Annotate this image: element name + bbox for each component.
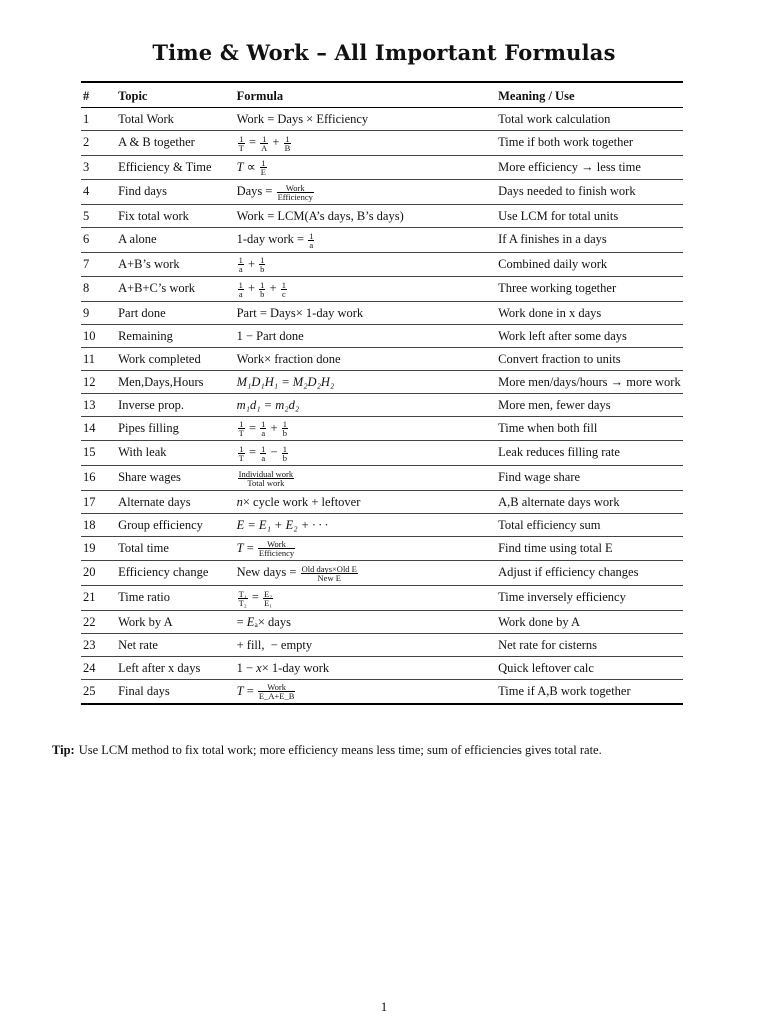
table-row xyxy=(81,633,683,656)
row-number: 16 xyxy=(81,466,116,491)
math-symbol: T xyxy=(236,683,244,698)
row-topic: Work completed xyxy=(116,347,235,370)
table-header xyxy=(81,82,683,108)
tip-label: Tip: xyxy=(52,743,75,757)
fraction-denominator: T xyxy=(238,142,244,153)
table-row xyxy=(81,227,683,252)
fraction-denominator: b xyxy=(260,288,265,299)
row-formula xyxy=(235,656,497,679)
row-topic: Remaining xyxy=(116,324,235,347)
fraction-numerator: 1 xyxy=(261,158,266,169)
row-topic: A alone xyxy=(116,227,235,252)
row-topic: Fix total work xyxy=(116,204,235,227)
tip-text: Use LCM method to fix total work; more efficiency means less time; sum of efficiencies gives total rate. xyxy=(78,743,602,757)
table-row xyxy=(81,656,683,679)
row-number: 10 xyxy=(81,324,116,347)
row-formula xyxy=(235,466,497,491)
fraction-denominator: a xyxy=(238,288,243,299)
formula-text: ∝ xyxy=(243,159,259,174)
table-body xyxy=(81,108,683,705)
fraction-numerator: 1 xyxy=(261,444,266,454)
row-topic: A+B’s work xyxy=(116,252,235,277)
row-formula xyxy=(235,347,497,370)
row-formula xyxy=(235,370,497,393)
row-number: 14 xyxy=(81,416,116,441)
math-symbol: E xyxy=(246,614,255,629)
fraction xyxy=(301,565,358,582)
formula-text: 1-day work = xyxy=(236,231,308,246)
row-meaning: Find wage share xyxy=(496,466,683,491)
row-topic: Final days xyxy=(116,679,235,704)
math-symbol: x xyxy=(256,660,262,675)
fraction-denominator: T xyxy=(238,428,244,439)
header-row xyxy=(81,82,683,108)
table-row xyxy=(81,416,683,441)
row-meaning: Time inversely efficiency xyxy=(496,585,683,610)
fraction-numerator: Work xyxy=(258,683,296,692)
row-formula xyxy=(235,416,497,441)
row-number: 21 xyxy=(81,585,116,610)
formula-text: 1 − xyxy=(236,660,257,675)
fraction-numerator: Individual work xyxy=(238,468,294,479)
row-meaning: Combined daily work xyxy=(496,252,683,277)
row-topic: Efficiency & Time xyxy=(116,155,235,180)
row-topic: Pipes filling xyxy=(116,416,235,441)
row-formula xyxy=(235,324,497,347)
table-row xyxy=(81,466,683,491)
row-formula xyxy=(235,393,497,416)
fraction-denominator: T xyxy=(238,453,244,463)
fraction-denominator: Efficiency xyxy=(258,548,295,559)
row-number: 24 xyxy=(81,656,116,679)
formula-text: = xyxy=(245,445,260,460)
fraction-denominator: b xyxy=(282,428,287,439)
fraction xyxy=(260,420,266,437)
fraction-numerator: Work xyxy=(277,184,314,193)
table-row xyxy=(81,252,683,277)
fraction-numerator: 1 xyxy=(282,419,287,430)
row-topic: Net rate xyxy=(116,633,235,656)
row-formula xyxy=(235,277,497,302)
fraction-numerator: 1 xyxy=(238,255,243,266)
fraction-numerator: 1 xyxy=(262,133,267,144)
fraction-numerator: 1 xyxy=(238,279,243,290)
fraction xyxy=(258,683,296,700)
row-number: 15 xyxy=(81,441,116,466)
row-meaning: Time if A,B work together xyxy=(496,679,683,704)
fraction xyxy=(260,159,267,176)
fraction-numerator: 1 xyxy=(239,419,244,430)
row-number: 2 xyxy=(81,131,116,156)
fraction-denominator: b xyxy=(282,453,287,463)
row-formula xyxy=(235,252,497,277)
row-formula xyxy=(235,301,497,324)
header-meaning: Meaning / Use xyxy=(496,82,683,108)
formula-text: Part = Days× 1-day work xyxy=(236,305,364,320)
row-topic: Alternate days xyxy=(116,490,235,513)
tip-note xyxy=(52,743,732,758)
fraction xyxy=(238,256,244,273)
row-number: 22 xyxy=(81,610,116,633)
fraction-numerator: Work xyxy=(258,540,295,549)
table-row xyxy=(81,679,683,704)
row-number: 1 xyxy=(81,108,116,131)
table-row xyxy=(81,513,683,536)
formula-table xyxy=(81,81,683,705)
table-row xyxy=(81,131,683,156)
row-meaning: Convert fraction to units xyxy=(496,347,683,370)
fraction xyxy=(284,135,292,152)
row-number: 25 xyxy=(81,679,116,704)
formula-text: × cycle work + leftover xyxy=(242,494,361,509)
formula-text: = xyxy=(245,420,260,435)
row-number: 9 xyxy=(81,301,116,324)
fraction-denominator: A xyxy=(261,142,268,153)
table-row xyxy=(81,204,683,227)
fraction-numerator: 1 xyxy=(239,133,244,144)
table-row xyxy=(81,347,683,370)
row-number: 5 xyxy=(81,204,116,227)
table-row xyxy=(81,370,683,393)
row-formula xyxy=(235,441,497,466)
formula-text: = xyxy=(243,683,257,698)
header-number: # xyxy=(81,82,116,108)
fraction-numerator: 1 xyxy=(260,279,265,290)
row-formula xyxy=(235,108,497,131)
row-formula xyxy=(235,131,497,156)
row-formula xyxy=(235,585,497,610)
formula-text: Work = LCM(A’s days, B’s days) xyxy=(236,208,404,223)
fraction xyxy=(238,135,245,152)
page-title: Time & Work – All Important Formulas xyxy=(152,40,616,65)
row-formula xyxy=(235,180,497,205)
row-topic: Find days xyxy=(116,180,235,205)
table-row xyxy=(81,610,683,633)
formula-text: Days = xyxy=(236,184,276,199)
row-formula xyxy=(235,490,497,513)
formula-text: = xyxy=(245,135,260,149)
math-symbol: M₁D₁H₁ = M₂D₂H₂ xyxy=(236,374,335,389)
formula-text: = xyxy=(236,614,247,629)
fraction-denominator: c xyxy=(281,288,286,299)
row-topic: Left after x days xyxy=(116,656,235,679)
row-meaning: Total work calculation xyxy=(496,108,683,131)
row-meaning: More efficiency → less time xyxy=(496,155,683,180)
fraction-denominator: E₁ xyxy=(264,597,273,608)
formula-text: + fill, − empty xyxy=(236,637,313,652)
fraction xyxy=(263,590,273,607)
formula-text: + xyxy=(266,281,280,296)
math-symbol: E = E₁ + E₂ + · · · xyxy=(236,517,328,532)
fraction-denominator: a xyxy=(238,264,243,275)
fraction xyxy=(282,445,288,462)
fraction xyxy=(282,420,288,437)
fraction-numerator: 1 xyxy=(261,419,266,430)
row-meaning: Three working together xyxy=(496,277,683,302)
row-formula xyxy=(235,204,497,227)
row-meaning: More men/days/hours → more work xyxy=(496,370,683,393)
table-row xyxy=(81,155,683,180)
page-number: 1 xyxy=(380,999,388,1014)
row-number: 4 xyxy=(81,180,116,205)
row-meaning: Days needed to finish work xyxy=(496,180,683,205)
row-number: 11 xyxy=(81,347,116,370)
formula-text: 1 − Part done xyxy=(236,328,304,343)
row-topic: Total Work xyxy=(116,108,235,131)
fraction xyxy=(277,184,314,201)
table-row xyxy=(81,441,683,466)
fraction xyxy=(238,281,244,298)
table-row xyxy=(81,324,683,347)
formula-text: ₐ× days xyxy=(254,614,291,629)
fraction-numerator: 1 xyxy=(260,255,265,266)
row-meaning: Leak reduces filling rate xyxy=(496,441,683,466)
fraction xyxy=(260,445,266,462)
row-formula xyxy=(235,610,497,633)
row-meaning: Quick leftover calc xyxy=(496,656,683,679)
row-topic: Efficiency change xyxy=(116,561,235,586)
fraction-denominator: Efficiency xyxy=(277,191,313,202)
fraction xyxy=(260,135,268,152)
formula-text: + xyxy=(267,420,281,435)
row-number: 3 xyxy=(81,155,116,180)
row-meaning: Adjust if efficiency changes xyxy=(496,561,683,586)
fraction-denominator: a xyxy=(309,239,314,250)
fraction-denominator: T₂ xyxy=(238,597,247,608)
fraction xyxy=(238,470,295,487)
row-number: 13 xyxy=(81,393,116,416)
fraction-denominator: a xyxy=(261,428,266,439)
row-topic: Total time xyxy=(116,536,235,561)
fraction-denominator: B xyxy=(284,142,291,153)
row-formula xyxy=(235,513,497,536)
fraction-denominator: E_A+E_B xyxy=(258,691,295,702)
fraction-numerator: 1 xyxy=(285,133,290,144)
row-meaning: Time if both work together xyxy=(496,131,683,156)
table-row xyxy=(81,490,683,513)
row-meaning: Total efficiency sum xyxy=(496,513,683,536)
table-row xyxy=(81,536,683,561)
formula-text: = xyxy=(248,589,263,604)
fraction-denominator: a xyxy=(261,453,266,463)
row-formula xyxy=(235,536,497,561)
header-formula: Formula xyxy=(235,82,497,108)
row-topic: Part done xyxy=(116,301,235,324)
row-formula xyxy=(235,155,497,180)
row-topic: Share wages xyxy=(116,466,235,491)
row-formula xyxy=(235,633,497,656)
table-row xyxy=(81,393,683,416)
row-meaning: Work done in x days xyxy=(496,301,683,324)
fraction-numerator: 1 xyxy=(309,230,314,241)
row-meaning: Net rate for cisterns xyxy=(496,633,683,656)
row-topic: Inverse prop. xyxy=(116,393,235,416)
row-topic: Men,Days,Hours xyxy=(116,370,235,393)
row-number: 7 xyxy=(81,252,116,277)
fraction-numerator: E₂ xyxy=(264,588,273,599)
header-topic: Topic xyxy=(116,82,235,108)
row-meaning: Time when both fill xyxy=(496,416,683,441)
formula-text: Work = Days × Efficiency xyxy=(236,112,369,126)
row-number: 8 xyxy=(81,277,116,302)
row-meaning: More men, fewer days xyxy=(496,393,683,416)
fraction-numerator: 1 xyxy=(281,279,286,290)
row-formula xyxy=(235,227,497,252)
fraction-denominator: New E xyxy=(317,572,341,583)
row-topic: Work by A xyxy=(116,610,235,633)
fraction-numerator: 1 xyxy=(282,444,287,454)
row-meaning: A,B alternate days work xyxy=(496,490,683,513)
formula-text: New days = xyxy=(236,565,300,580)
row-meaning: If A finishes in a days xyxy=(496,227,683,252)
formula-text: + xyxy=(269,135,283,149)
row-topic: Group efficiency xyxy=(116,513,235,536)
math-symbol: T xyxy=(236,159,244,174)
row-formula xyxy=(235,561,497,586)
math-symbol: m₁d₁ = m₂d₂ xyxy=(236,397,300,412)
fraction xyxy=(259,256,265,273)
row-number: 6 xyxy=(81,227,116,252)
row-meaning: Work done by A xyxy=(496,610,683,633)
fraction xyxy=(238,445,245,462)
row-number: 20 xyxy=(81,561,116,586)
fraction xyxy=(238,420,245,437)
fraction-denominator: Total work xyxy=(247,477,285,488)
table-row xyxy=(81,561,683,586)
formula-text: + xyxy=(244,281,259,296)
row-meaning: Use LCM for total units xyxy=(496,204,683,227)
fraction xyxy=(281,281,287,298)
row-number: 23 xyxy=(81,633,116,656)
fraction-numerator: Old days×Old E xyxy=(301,563,357,574)
row-number: 19 xyxy=(81,536,116,561)
formula-text: = xyxy=(243,540,257,555)
table-row xyxy=(81,301,683,324)
table-row xyxy=(81,277,683,302)
fraction xyxy=(259,281,265,298)
table-row xyxy=(81,180,683,205)
row-number: 12 xyxy=(81,370,116,393)
row-topic: Time ratio xyxy=(116,585,235,610)
math-symbol: n xyxy=(236,494,243,509)
fraction-denominator: b xyxy=(260,264,265,275)
fraction-numerator: 1 xyxy=(239,444,244,454)
math-symbol: T xyxy=(236,540,244,555)
table-row xyxy=(81,585,683,610)
row-meaning: Work left after some days xyxy=(496,324,683,347)
row-topic: A+B+C’s work xyxy=(116,277,235,302)
fraction-numerator: T₁ xyxy=(238,588,247,599)
fraction xyxy=(308,232,314,249)
formula-text: − xyxy=(267,445,281,460)
fraction-denominator: E xyxy=(260,167,266,178)
formula-text: × 1-day work xyxy=(261,660,330,675)
formula-text: Work× fraction done xyxy=(236,351,341,366)
row-meaning: Find time using total E xyxy=(496,536,683,561)
row-number: 17 xyxy=(81,490,116,513)
row-topic: With leak xyxy=(116,441,235,466)
table-row xyxy=(81,108,683,131)
row-formula xyxy=(235,679,497,704)
row-number: 18 xyxy=(81,513,116,536)
formula-text: + xyxy=(244,256,259,271)
row-topic: A & B together xyxy=(116,131,235,156)
fraction xyxy=(258,540,295,557)
fraction xyxy=(238,590,248,607)
